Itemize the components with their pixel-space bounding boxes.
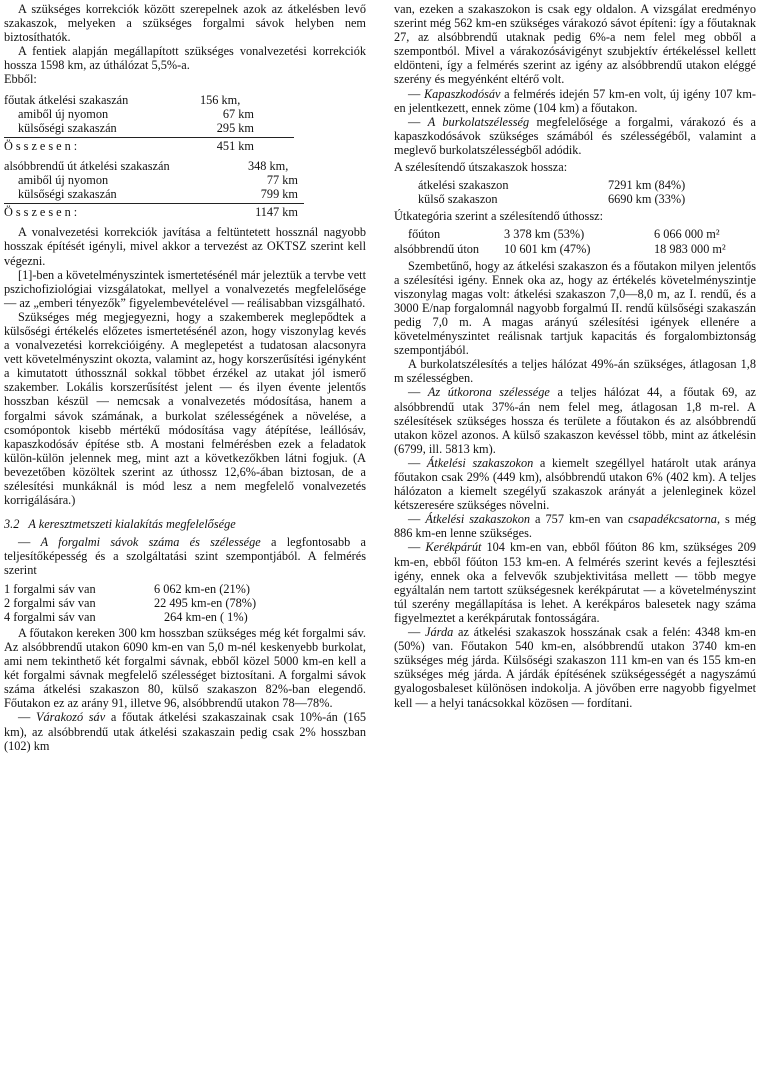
paragraph: A szélesítendő útszakaszok hossza:	[394, 160, 568, 175]
paragraph: Útkategória szerint a szélesítendő úthossz:	[394, 209, 603, 224]
paragraph: Szükséges még megjegyezni, hogy a szakemberek meglepődtek a külsőségi értékelés előzetes ismertetésénél azon, hogy viszonylag kevés a vonalvezetési korrekcióigény. A meglepetést a tudatosan alacsonyra vett követelményszint okozta, valamint az, hogy korszerűsítési igényként a kimutatott úthossznál sokkal többet érzékel az utakat jól ismerő szakember. Lokális korszerűsítést jelent — és ilyen évente jelentős hosszban készül — nemcsak a vonalvezetés módosítása, hanem a forgalmi sávok számának, a burkolat szélességének a növelése, a csomópontok kisebb mértékű módosítása vagy átépítése, leállósáv, kapaszkodósáv építése stb. A mostani felmérésben ezek a feladatok külön-külön jelennek meg, mint azt a következőkben látni fogjuk. (A bevezetőben közöltek szerint az úthossz 12,6%-ában biztosan, de a szélesítési munkáknál is mód lesz a nem megfelelő vonalvezetés korrigálására.)	[4, 309, 366, 508]
table-row: átkelési szakaszon 7291 km (84%)	[418, 178, 686, 193]
table-row: alsóbbrendű út átkelési szakaszán 348 km,	[4, 158, 289, 173]
paragraph: Szembetűnő, hogy az átkelési szakaszon és a főutakon milyen jelentős a szélesítési igény. Ennek oka az, hogy az értékelés követelményszintje viszonylag magas volt: átkelési szakaszon 7,0—8,0 m, az I. rendű, és a 3000 E/nap forgalomnál nagyobb forgalmú II. rendű külsőségi szakaszán pedig 7,0 m. A magas arányú szélesítési igények ellenére a követelményszintet reálisnak tartjuk kapacitás és forgalombiztonság szempontjából.	[394, 258, 756, 358]
paragraph: — Kerékpárút 104 km-en van, ebből főúton 86 km, szükséges 209 km-en, ebből főúton 153 km-en. A felmérés szerint kevés a fejlesztési igény, ennek oka a felvevők szubjektivitása mellett — több megye egyáltalán nem tartott szükségesnek kerékpárutat — a követelményszint túl szerény megállapítása is lehet. A kerékpáros balesetek nagy száma figyelmeztet a kerékpárutak fontosságára.	[394, 540, 756, 625]
paragraph: A vonalvezetési korrekciók javítása a feltüntetett hossznál nagyobb hosszak építését igényli, mivel akkor a tervezést az OKTSZ szerint kell végezni.	[4, 225, 366, 268]
paragraph: — Az útkorona szélessége a teljes hálózat 44, a főutak 69, az alsóbbrendű utak 37%-án nem felel meg, átlagosan 1,8 m-rel. A szélesítések szükséges hossza és területe a főutakon és az alsóbbrendű utakon közel azonos. A külső szakaszon kevéssel több, mint az átkelésin (6799, ill. 5813 km).	[394, 385, 756, 456]
table-row: 2 forgalmi sáv van 22 495 km-en (78%)	[4, 595, 257, 610]
paragraph: — Átkelési szakaszokon a kiemelt szegéllyel határolt utak aránya főutakon csak 29% (449 km), alsóbbrendű utakon 6% (402 km). A teljes hálózaton a kiemelt szegélyű szakaszok arányát a jelenleginek közel kétszeresére szükséges növelni.	[394, 455, 756, 513]
right-column	[394, 2, 756, 710]
table-row: külsőségi szakaszán 295 km	[18, 120, 254, 135]
divider	[4, 137, 294, 138]
table-row: amiből új nyomon 77 km	[18, 173, 298, 188]
paragraph: van, ezeken a szakaszokon is csak egy oldalon. A vizsgálat eredményo szerint még 562 km-en szükséges várakozó sávot építeni: így a főutaknak 27, az alsóbbrendű utaknak pedig 6%-a nem felel meg obből a szempontból. Mivel a várakozósávigényt szubjektív értékeléssel kellett eldönteni, így a felmérés szerint az igény az alsóbbrendű utakon eléggé szerény és megyénként eltérő volt.	[394, 2, 756, 87]
sum-row: Összesen: 451 km	[4, 138, 254, 153]
table-row: főutak átkelési szakaszán 156 km,	[4, 92, 241, 107]
paragraph: — Járda az átkelési szakaszok hosszának csak a felén: 4348 km-en (50%) van. Főutakon 540 km-en, alsóbbrendű utakon 3740 km-en szükséges még járda. Külsőségi szakaszon 111 km-en van és 155 km-en szükséges még járda. A járdák építésének szükségességét a nagyszámú gyalogosbaleset különösen indokolja. A jövőben erre nagyobb figyelmet kell — a helyi tanácsokkal közösen — fordítani.	[394, 625, 756, 710]
section-heading: 3.2 A keresztmetszeti kialakítás megfelelősége	[4, 517, 236, 532]
paragraph: — Várakozó sáv a főutak átkelési szakaszainak csak 10%-án (165 km), az alsóbbrendű utak átkelési szakaszain pedig csak 2% hosszban (102) km	[4, 710, 367, 753]
paragraph: A fentiek alapján megállapított szükséges vonalvezetési korrekciók hossza 1598 km, az úthálózat 5,5%-a.	[4, 44, 366, 73]
table-row: külsőségi szakaszán 799 km	[18, 187, 298, 202]
paragraph: A főutakon kereken 300 km hosszban szükséges még két forgalmi sáv. Az alsóbbrendű utakon 6090 km-en van 5,0 m-nél keskenyebb burkolat, ami nem tekinthető két forgalmi sávnak, ebből közel 5000 km-en kell a két forgalmi sávnak megfelelő szélességet biztosítani. A forgalmi sávok száma átkelési szakaszon 80, külső szakaszon 82%-ban elegendő. Főutakon ez az arány 91, illetve 96, alsóbbrendű utakon 78—78%.	[4, 625, 366, 711]
table-row: 4 forgalmi sáv van 264 km-en ( 1%)	[4, 609, 248, 624]
table-row: alsóbbrendű úton 10 601 km (47%) 18 983 000 m²	[394, 241, 726, 256]
paragraph: — Kapaszkodósáv a felmérés idején 57 km-en volt, új igény 107 km-en jelentkezett, ennek zöme (104 km) a főutakon.	[394, 86, 756, 115]
divider	[4, 203, 304, 204]
sum-row: Összesen: 1147 km	[4, 205, 298, 220]
table-row: külső szakaszon 6690 km (33%)	[418, 192, 686, 207]
paragraph: A burkolatszélesítés a teljes hálózat 49%-án szükséges, átlagosan 1,8 m szélességben.	[394, 357, 756, 386]
table-row: főúton 3 378 km (53%) 6 066 000 m²	[408, 227, 720, 242]
paragraph: — A burkolatszélesség megfelelősége a forgalmi, várakozó és a kapaszkodósávok szükséges számából és szélességéből, valamint a meglevő burkolatszélességből adódik.	[394, 114, 756, 157]
paragraph: [1]-ben a követelményszintek ismertetésénél már jeleztük a tervbe vett pszichofiziológiai vizsgálatokat, mellyel a vonalvezetés megfelelősége — az „emberi tényezők” figyelembevételével — reálisabban vizsgálható.	[4, 267, 366, 310]
left-column	[4, 2, 366, 753]
table-row: amiből új nyomon 67 km	[18, 106, 254, 121]
paragraph: A szükséges korrekciók között szerepelnek azok az átkelésben levő szakaszok, melyeken a szükséges forgalmi sávok helyben nem biztosíthatók.	[4, 2, 366, 45]
paragraph: — A forgalmi sávok száma és szélessége a legfontosabb a teljesítőképesség és a szolgáltatási szint szempontjából. A felmérés szerint	[4, 535, 366, 578]
ebbol-label: Ebből:	[4, 72, 37, 87]
paragraph: — Átkelési szakaszokon a 757 km-en van csapadékcsatorna, s még 886 km-en lenne szükséges.	[394, 512, 756, 541]
table-row: 1 forgalmi sáv van 6 062 km-en (21%)	[4, 581, 250, 596]
